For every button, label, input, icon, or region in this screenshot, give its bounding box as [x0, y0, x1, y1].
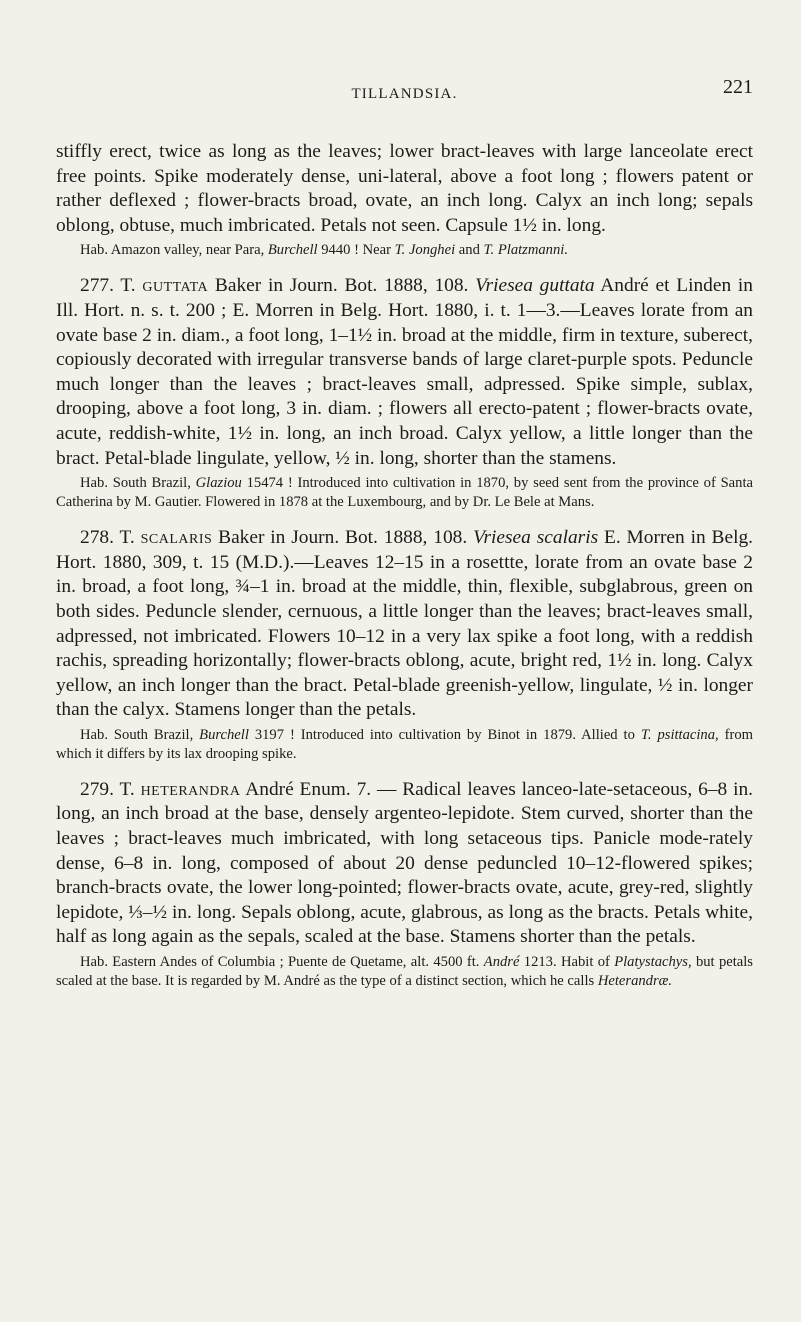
description-paragraph: stiffly erect, twice as long as the leaves; lower bract-leaves with large lanceolate erect free points. Spike moderately dense, uni-lateral, above a foot long ; flowers patent or rather deflexed ; flower-bracts broad, ovate, an inch long. Calyx an inch long; sepals oblong, obtuse, much imbricated. Petals not seen. Capsule 1½ in. long. [56, 141, 753, 236]
habitat-note: Hab. South Brazil, Glaziou 15474 ! Introduced into cultivation in 1870, by seed sent from the province of Santa Catherina by M. Gautier. Flowered in 1878 at the Luxembourg, and by Dr. Le Bele at Mans. [56, 475, 753, 511]
description-paragraph: 278. T. scalaris Baker in Journ. Bot. 1888, 108. Vriesea scalaris E. Morren in Belg. Hort. 1880, 309, t. 15 (M.D.).—Leaves 12–15 in a rosettte, lorate from an ovate base 2 in. broad, a foot long, ¾–1 in. broad at the middle, thin, flexible, subglabrous, green on both sides. Peduncle slender, cernuous, a little longer than the leaves; bract-leaves small, adpressed, not imbricated. Flowers 10–12 in a very lax spike a foot long, with a reddish rachis, spreading horizontally; flower-bracts oblong, acute, bright red, 1½ in. long. Calyx yellow, an inch longer than the bract. Petal-blade greenish-yellow, lingulate, ½ in. longer than the calyx. Stamens longer than the petals. [56, 527, 753, 721]
continued-entry [56, 140, 753, 260]
species-entry-277 [56, 274, 753, 512]
species-name: guttata [142, 275, 209, 297]
habitat-note: Hab. South Brazil, Burchell 3197 ! Introduced into cultivation by Binot in 1879. Allied to T. psittacina, from which it differs by its lax drooping spike. [56, 726, 753, 762]
species-name: heterandra [140, 778, 241, 800]
running-head [56, 0, 753, 140]
synonym: Vriesea guttata [475, 275, 595, 297]
species-entry-278 [56, 526, 753, 764]
description-paragraph: 279. T. heterandra André Enum. 7. — Radical leaves lanceo-late-setaceous, 6–8 in. long, an inch broad at the base, densely argenteo-lepidote. Stem curved, shorter than the leaves ; bract-leaves much imbricated, with long setaceous tips. Panicle mode-rately dense, 6–8 in. long, composed of about 20 dense peduncled 10–12-flowered spikes; branch-bracts ovate, the lower long-pointed; flower-bracts ovate, acute, grey-red, slightly lepidote, ⅓–½ in. long. Sepals oblong, acute, glabrous, as long as the bracts. Petals white, half as long again as the sepals, scaled at the base. Stamens shorter than the petals. [56, 778, 754, 948]
species-name: scalaris [140, 527, 213, 549]
running-title: TILLANDSIA. [351, 86, 458, 102]
description-paragraph: 277. T. guttata Baker in Journ. Bot. 1888, 108. Vriesea guttata André et Linden in Ill. Hort. n. s. t. 200 ; E. Morren in Belg. Hort. 1880, i. t. 1—3.—Leaves lorate from an ovate base 2 in. diam., a foot long, 1–1½ in. broad at the middle, firm in texture, suberect, copiously decorated with irregular transverse bands of large claret-purple spots. Peduncle much longer than the leaves ; bract-leaves small, adpressed. Spike simple, sublax, drooping, above a foot long, 3 in. diam. ; flowers all erecto-patent ; flower-bracts ovate, acute, reddish-white, 1½ in. long, an inch broad. Calyx yellow, a little longer than the bract. Petal-blade lingulate, yellow, ½ in. long, shorter than the stamens. [56, 275, 754, 469]
page-number: 221 [723, 76, 753, 98]
habitat-note: Hab. Amazon valley, near Para, Burchell 9440 ! Near T. Jonghei and T. Platzmanni. [80, 242, 568, 259]
synonym: Vriesea scalaris [473, 527, 599, 549]
species-entry-279 [56, 778, 753, 991]
habitat-note: Hab. Eastern Andes of Columbia ; Puente de Quetame, alt. 4500 ft. André 1213. Habit of Platystachys, but petals scaled at the base. It is regarded by M. André as the type of a distinct section, which he calls Heterandræ. [56, 954, 753, 990]
